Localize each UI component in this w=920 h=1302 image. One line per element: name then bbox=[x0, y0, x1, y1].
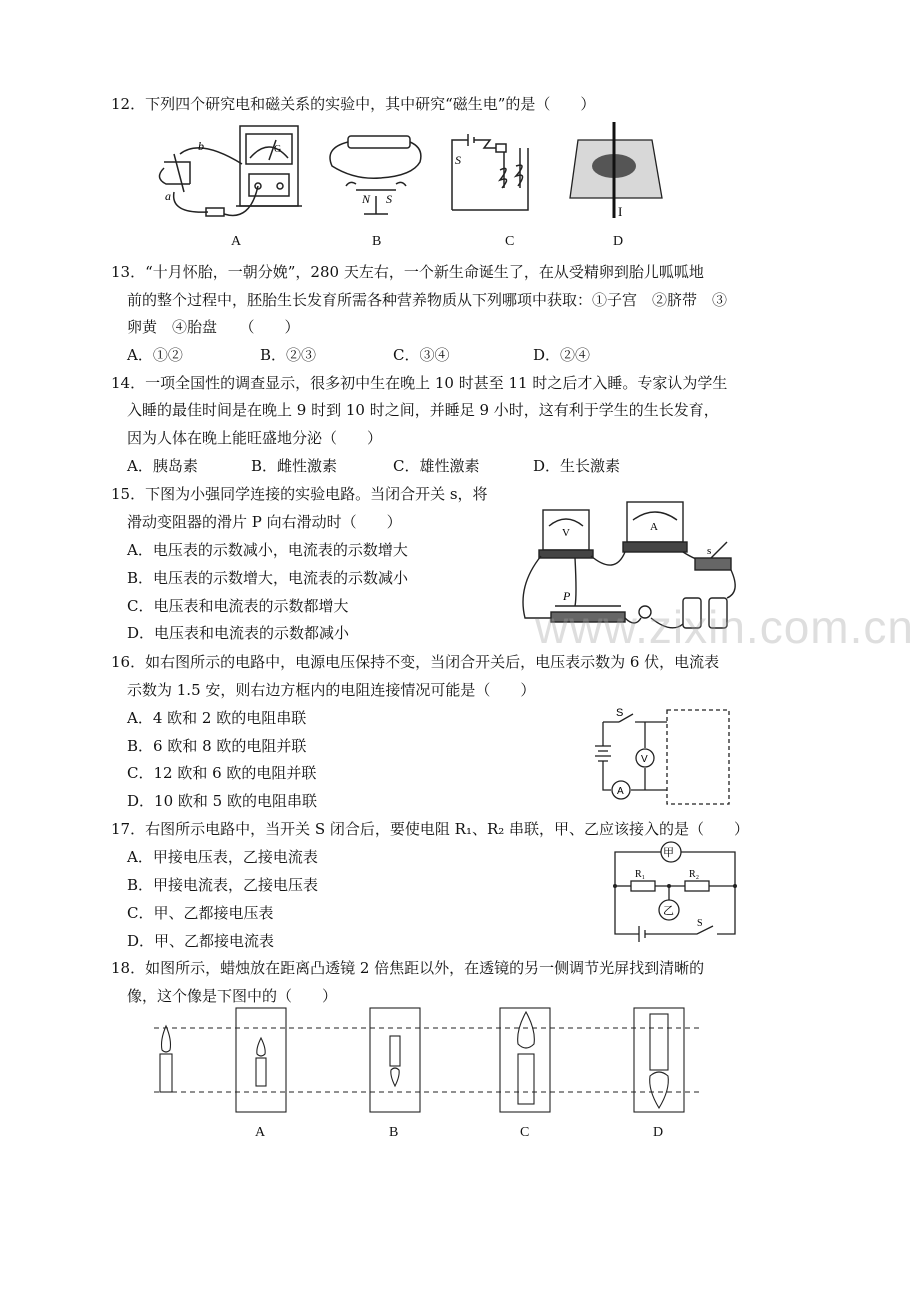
q12-stem: 12．下列四个研究电和磁关系的实验中，其中研究“磁生电”的是（ ） bbox=[111, 95, 596, 113]
q15-option-c: C．电压表和电流表的示数都增大 bbox=[127, 597, 349, 615]
q16-option-c: C．12 欧和 6 欧的电阻并联 bbox=[127, 764, 317, 782]
q18-label-b: B bbox=[389, 1125, 399, 1140]
q13-option-b: B．②③ bbox=[260, 346, 317, 364]
q16-line1: 16．如右图所示的电路中，电源电压保持不变，当闭合开关后，电压表示数为 6 伏，电流表 bbox=[111, 653, 720, 671]
q18-label-a: A bbox=[255, 1125, 266, 1140]
magnet-s-label: S bbox=[386, 192, 392, 206]
q17-option-d: D．甲、乙都接电流表 bbox=[127, 932, 275, 950]
q14-option-d: D．生长激素 bbox=[533, 457, 621, 475]
c16-voltmeter-label: V bbox=[641, 754, 648, 765]
q15-line2: 滑动变阻器的滑片 P 向右滑动时（ ） bbox=[127, 513, 402, 531]
q12-label-c: C bbox=[505, 234, 515, 249]
current-i-label: I bbox=[618, 204, 623, 219]
q13-line2: 前的整个过程中，胚胎生长发育所需各种营养物质从下列哪项中获取：①子宫 ②脐带 ③ bbox=[127, 291, 728, 309]
q16-line2: 示数为 1.5 安，则右边方框内的电阻连接情况可能是（ ） bbox=[127, 681, 536, 699]
c17-r2-label: R₂ bbox=[689, 869, 700, 880]
magnet-n-label: N bbox=[362, 192, 371, 206]
q12-label-b: B bbox=[372, 234, 382, 249]
q14-line3: 因为人体在晚上能旺盛地分泌（ ） bbox=[127, 429, 383, 447]
wire-a-label: a bbox=[165, 189, 171, 203]
switch-s-label: S bbox=[455, 153, 461, 167]
wire-b-label: b bbox=[198, 139, 204, 153]
galvo-g-label: G bbox=[274, 144, 282, 155]
q18-label-d: D bbox=[653, 1125, 664, 1140]
q16-option-d: D．10 欧和 5 欧的电阻串联 bbox=[127, 792, 317, 810]
q15-option-a: A．电压表的示数减小，电流表的示数增大 bbox=[127, 541, 408, 559]
q13-option-d: D．②④ bbox=[533, 346, 591, 364]
c17-jia-label: 甲 bbox=[663, 846, 674, 859]
q13-line1: 13．“十月怀胎，一朝分娩”，280 天左右，一个新生命诞生了，在从受精卵到胎儿呱呱地 bbox=[111, 263, 704, 281]
q18-label-c: C bbox=[520, 1125, 530, 1140]
q16-option-b: B．6 欧和 8 欧的电阻并联 bbox=[127, 737, 307, 755]
q12-label-a: A bbox=[231, 234, 242, 249]
q17-stem: 17．右图所示电路中，当开关 S 闭合后，要使电阻 R₁、R₂ 串联，甲、乙应该接入的是（ ） bbox=[111, 820, 750, 838]
c17-r1-label: R₁ bbox=[635, 869, 646, 880]
q13-option-a: A．①② bbox=[127, 346, 183, 364]
c16-switch-label: S bbox=[616, 707, 624, 719]
q15-option-d: D．电压表和电流表的示数都减小 bbox=[127, 624, 350, 642]
q14-option-c: C．雄性激素 bbox=[393, 457, 480, 475]
meter-v-label: V bbox=[562, 527, 570, 539]
q18-candle-figure bbox=[150, 1004, 710, 1116]
q15-line1: 15．下图为小强同学连接的实验电路。当闭合开关 s，将 bbox=[111, 485, 488, 503]
meter-a-label: A bbox=[650, 521, 658, 533]
galvanometer-experiment bbox=[159, 126, 302, 216]
q17-option-c: C．甲、乙都接电压表 bbox=[127, 904, 274, 922]
watermark: www.zixin.com.cn bbox=[535, 601, 914, 653]
q15-option-b: B．电压表的示数增大，电流表的示数减小 bbox=[127, 569, 409, 587]
q14-line1: 14．一项全国性的调查显示，很多初中生在晚上 10 时甚至 11 时之后才入睡。专家认为学生 bbox=[111, 374, 728, 392]
q14-line2: 入睡的最佳时间是在晚上 9 时到 10 时之间，并睡足 9 小时，这有利于学生的生长发育， bbox=[127, 401, 719, 419]
q14-option-a: A．胰岛素 bbox=[127, 457, 198, 475]
slider-p-label: P bbox=[563, 589, 571, 603]
oersted-experiment bbox=[330, 136, 421, 214]
q18-line1: 18．如图所示，蜡烛放在距离凸透镜 2 倍焦距以外，在透镜的另一侧调节光屏找到清晰的 bbox=[111, 959, 705, 977]
q12-figures bbox=[150, 118, 680, 230]
q17-option-a: A．甲接电压表，乙接电流表 bbox=[127, 848, 318, 866]
q16-circuit-figure bbox=[585, 702, 735, 810]
iron-filings-experiment bbox=[570, 122, 662, 218]
q12-label-d: D bbox=[613, 234, 624, 249]
q13-option-c: C．③④ bbox=[393, 346, 450, 364]
q18-line2: 像，这个像是下图中的（ ） bbox=[127, 987, 338, 1005]
q13-line3: 卵黄 ④胎盘 （ ） bbox=[127, 318, 300, 336]
q14-option-b: B．雌性激素 bbox=[251, 457, 338, 475]
c17-switch-label: S bbox=[697, 918, 703, 929]
q16-option-a: A．4 欧和 2 欧的电阻串联 bbox=[127, 709, 307, 727]
switch-lower-s-label: s bbox=[707, 545, 712, 557]
q17-option-b: B．甲接电流表，乙接电压表 bbox=[127, 876, 319, 894]
c17-yi-label: 乙 bbox=[663, 904, 674, 917]
c16-ammeter-label: A bbox=[617, 786, 624, 797]
q17-circuit-figure bbox=[605, 836, 745, 948]
electromagnet-experiment bbox=[452, 134, 528, 210]
